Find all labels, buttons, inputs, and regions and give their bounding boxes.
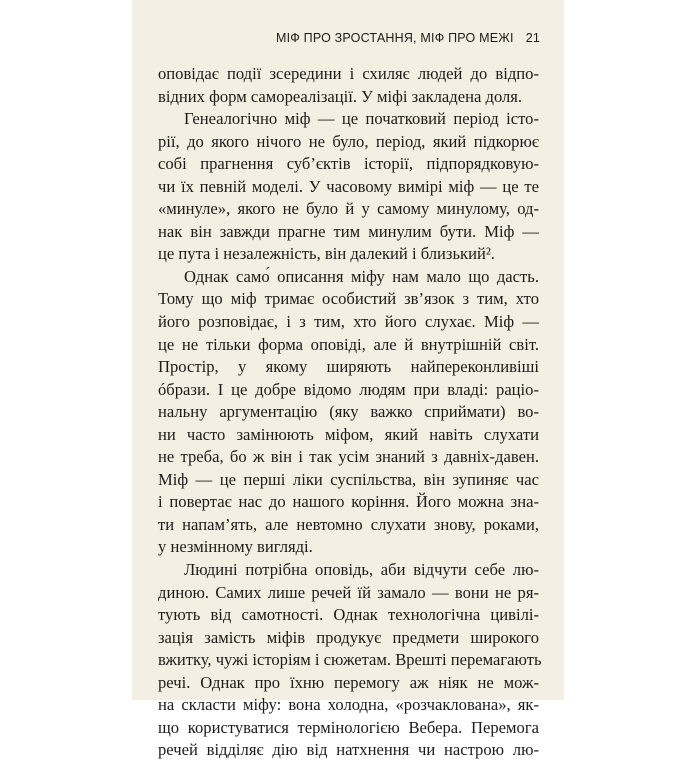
- text-line: ти напам’ять, але невтомно слухати знову, роками,: [158, 514, 539, 534]
- text-line: оповідає події зсередини і схиляє людей до відпо-: [158, 64, 539, 83]
- body-text: [158, 63, 542, 762]
- text-line: Генеалогічно міф — це початковий період істо-: [184, 109, 539, 129]
- text-line: це не тільки форма оповіді, але й внутрішній світ.: [158, 334, 539, 354]
- running-header: [132, 31, 540, 45]
- page-number: 21: [525, 31, 540, 45]
- text-line: це пута і незалежність, він далекий і близький².: [158, 244, 495, 264]
- text-line: ни часто замінюють міфом, який навіть слухати: [158, 424, 539, 444]
- text-line: його розповідає, і з тим, хто його слухає. Міф —: [158, 312, 539, 332]
- text-line: речей відділяє дію від натхнення чи настрою лю-: [158, 740, 539, 760]
- text-line: диною. Самих лише речей їй замало — вони не ря-: [158, 582, 539, 602]
- text-line: Тому що міф тримає особистий зв’язок з тим, хто: [158, 289, 539, 309]
- text-line: чи їх певній моделі. У часовому вимірі міф — це те: [158, 176, 539, 196]
- text-line: óбрази. І це добре відомо людям при владі: раціо-: [158, 379, 539, 399]
- text-line: нальну аргументацію (яку важко сприймати) во-: [158, 402, 539, 422]
- running-title: МІФ ПРО ЗРОСТАННЯ, МІФ ПРО МЕЖІ: [275, 31, 514, 45]
- text-line: Однак само́ описання міфу нам мало що дасть.: [184, 266, 539, 286]
- text-line: зація замість міфів продукує предмети широкого: [158, 627, 539, 647]
- text-line: що користуватися термінологією Вебера. Перемога: [158, 717, 539, 737]
- text-line: вжитку, чужі історіям і сюжетам. Врешті перемагають: [158, 650, 542, 670]
- text-line: Міф — це перші ліки суспільства, він зупиняє час: [158, 469, 539, 489]
- text-line: рії, до якого нічого не було, період, який підкорює: [158, 131, 539, 151]
- text-line: Людині потрібна оповідь, аби відчути себе лю-: [184, 560, 539, 580]
- text-line: «минуле», якого не було й у самому минулому, од-: [158, 199, 539, 219]
- text-line: не треба, бо ж він і так усім знаний з давніх-давен.: [158, 447, 539, 467]
- book-page: [132, 0, 564, 760]
- text-line: собі прагнення суб’єктів історії, підпорядковую-: [158, 154, 539, 174]
- text-line: тують від самотності. Однак технологічна цивілі-: [158, 605, 539, 625]
- text-line: нак він завжди прагне тим минулим бути. Міф —: [158, 221, 539, 241]
- text-line: речі. Однак про їхню перемогу аж ніяк не мож-: [158, 672, 539, 692]
- text-line: у незмінному вигляді.: [158, 537, 313, 557]
- text-line: і повертає нас до нашого коріння. Його можна зна-: [158, 492, 539, 512]
- text-line: на скласти міфу: вона холодна, «розчаклована», як-: [158, 695, 539, 715]
- text-line: Простір, у якому ширяють найпереконливіші: [158, 357, 539, 377]
- text-line: відних форм самореалізації. У міфі закладена доля.: [158, 86, 523, 106]
